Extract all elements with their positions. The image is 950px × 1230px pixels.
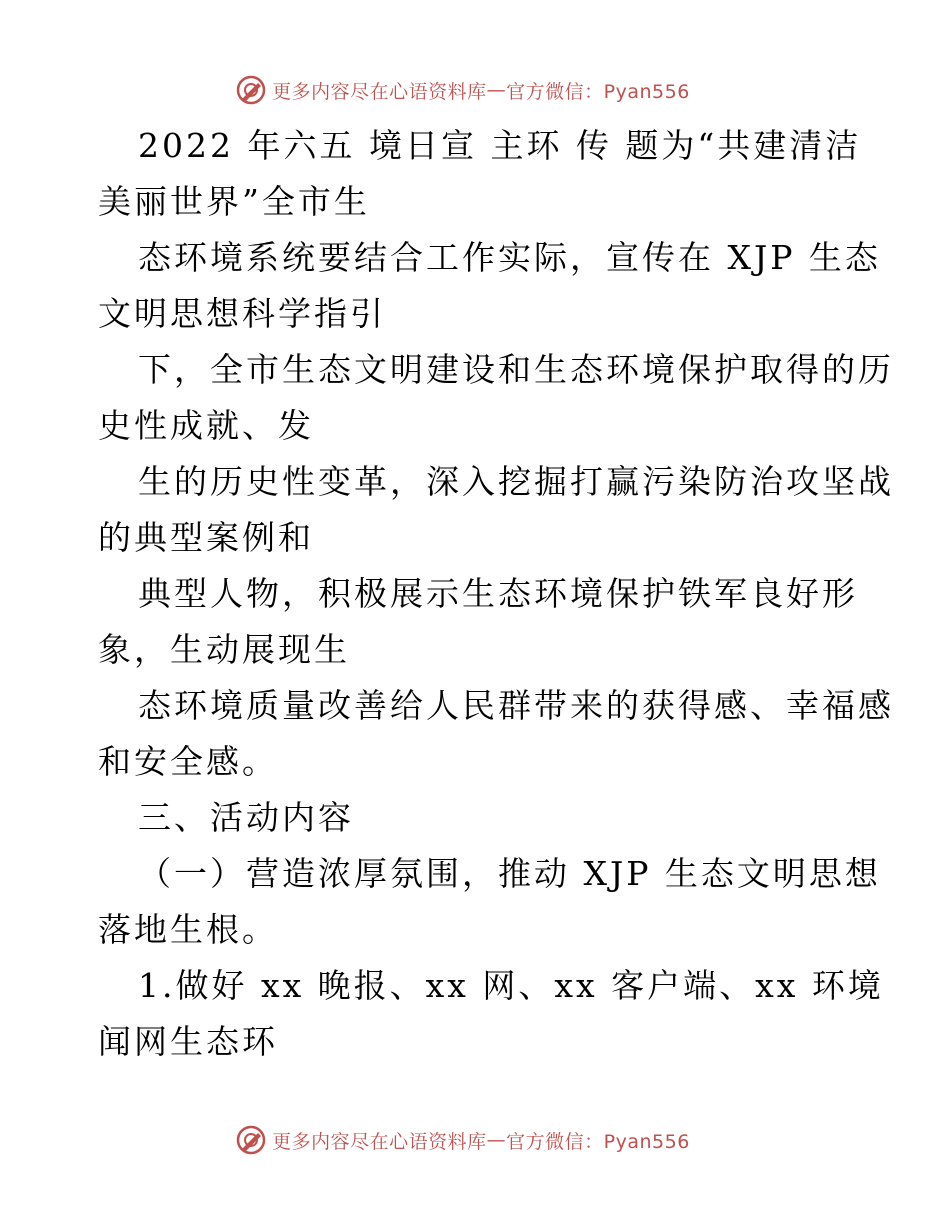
watermark-text: 更多内容尽在心语资料库 [272, 80, 487, 103]
document-body [98, 118, 894, 1070]
watermark-separator: — [486, 79, 507, 101]
text-line: 1.做好 xx 晚报、xx 网、xx 客户端、xx 环境 [138, 966, 884, 1005]
footer-watermark [0, 1120, 950, 1160]
text-line: 态环境质量改善给人民群带来的获得感、幸福感 [138, 686, 894, 725]
text-line: 的典型案例和 [98, 518, 314, 557]
text-line: 和安全感。 [98, 742, 278, 781]
text-line: 文明思想科学指引 [98, 294, 386, 333]
text-line: 2022 年六五 境日宣 主环 传 题为“共建清洁 [138, 126, 862, 165]
text-line: 象，生动展现生 [98, 630, 350, 669]
header-watermark [0, 70, 950, 110]
text-line: 态环境系统要结合工作实际，宣传在 XJP 生态 [138, 238, 881, 277]
watermark-separator: — [486, 1129, 507, 1151]
text-line: 生的历史性变革，深入挖掘打赢污染防治攻坚战 [138, 462, 894, 501]
watermark-text: 更多内容尽在心语资料库 [272, 1130, 487, 1153]
pen-logo-icon [236, 75, 266, 105]
watermark-contact: 官方微信：Pyan556 [506, 1130, 690, 1153]
text-line: 落地生根。 [98, 910, 278, 949]
text-line: 三、活动内容 [138, 798, 354, 837]
text-line: （一）营造浓厚氛围，推动 XJP 生态文明思想 [138, 854, 881, 893]
text-line: 闻网生态环 [98, 1022, 278, 1061]
text-line: 美丽世界”全市生 [98, 182, 370, 221]
text-line: 下，全市生态文明建设和生态环境保护取得的历 [138, 350, 894, 389]
text-line: 典型人物，积极展示生态环境保护铁军良好形 [138, 574, 858, 613]
text-line: 史性成就、发 [98, 406, 314, 445]
watermark-contact: 官方微信：Pyan556 [506, 80, 690, 103]
pen-logo-icon [236, 1125, 266, 1155]
